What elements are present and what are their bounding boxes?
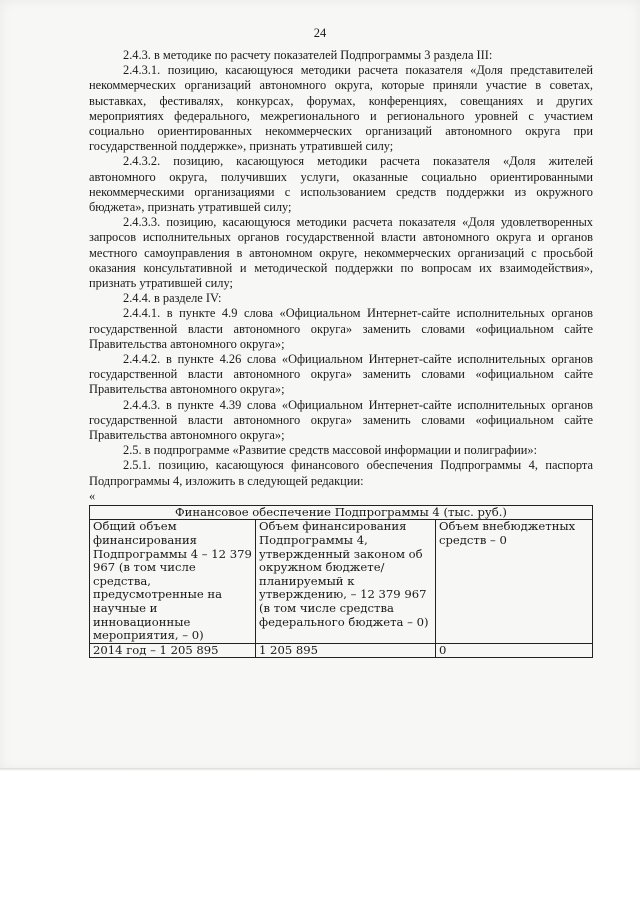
paragraph: 2.4.3.2. позицию, касающуюся методики расчета показателя «Доля жителей автономного округа, получивших услуги, оказанные социально ориентированными некоммерческими организациями с использованием средств поддержки из окружного бюджета», признать утратившей силу; <box>89 154 593 215</box>
paragraph: 2.4.4. в разделе IV: <box>123 291 222 306</box>
paragraph: 2.4.4.3. в пункте 4.39 слова «Официальном Интернет-сайте исполнительных органов государственной власти автономного округа» заменить словами «официальном сайте Правительства автономного округа»; <box>89 397 593 443</box>
table-cell-extrabudget: Объем внебюджетных средств – 0 <box>436 520 593 643</box>
paragraph: 2.5. в подпрограмме «Развитие средств массовой информации и полиграфии»: <box>123 443 538 458</box>
table-cell-total: Общий объем финансирования Подпрограммы 4 – 12 379 967 (в том числе средства, предусмотренные на научные и инновационные мероприятия, – 0) <box>90 520 256 643</box>
table-cell-year-extra: 0 <box>436 643 593 658</box>
table-row <box>90 643 593 658</box>
paragraph: 2.4.4.2. в пункте 4.26 слова «Официальном Интернет-сайте исполнительных органов государственной власти автономного округа» заменить словами «официальном сайте Правительства автономного округа»; <box>89 352 593 397</box>
paragraph: 2.4.3.3. позицию, касающуюся методики расчета показателя «Доля удовлетворенных запросов исполнительных органов государственной власти автономного округа и органов местного самоуправления в автономном округе, некоммерческих организаций с просьбой оказания консультативной и методической поддержки по вопросам их взаимодействия», признать утратившей силу; <box>89 215 593 291</box>
table-row <box>90 520 593 643</box>
paragraph: 2.5.1. позицию, касающуюся финансового обеспечения Подпрограммы 4, паспорта Подпрограммы 4, изложить в следующей редакции: <box>89 458 593 488</box>
page-number: 24 <box>313 26 327 40</box>
paragraph: 2.4.3. в методике по расчету показателей Подпрограммы 3 раздела III: <box>123 48 493 62</box>
page-edge <box>0 768 640 771</box>
table-cell-budget: Объем финансирования Подпрограммы 4, утвержденный законом об окружном бюджете/ планируемый к утверждению, – 12 379 967 (в том числе средства федерального бюджета – 0) <box>256 520 436 643</box>
paragraph: 2.4.4.1. в пункте 4.9 слова «Официальном Интернет-сайте исполнительных органов государственной власти автономного округа» заменить словами «официальном сайте Правительства автономного округа»; <box>89 306 593 351</box>
document-body <box>89 48 593 658</box>
financing-table-title: Финансовое обеспечение Подпрограммы 4 (тыс. руб.) <box>90 505 593 520</box>
financing-table <box>89 505 593 659</box>
table-cell-year-budget: 1 205 895 <box>256 643 436 658</box>
paragraph: 2.4.3.1. позицию, касающуюся методики расчета показателя «Доля представителей некоммерческих организаций автономного округа, которые приняли участие в советах, выставках, фестивалях, конкурсах, форумах, конференциях, совещаниях и других мероприятиях федерального, межрегионального и регионального уровней с участием социально ориентированных некоммерческих организаций автономного округа при государственной поддержке», признать утратившей силу; <box>89 63 593 154</box>
table-cell-year: 2014 год – 1 205 895 <box>90 643 256 658</box>
opening-quote: « <box>89 488 96 503</box>
